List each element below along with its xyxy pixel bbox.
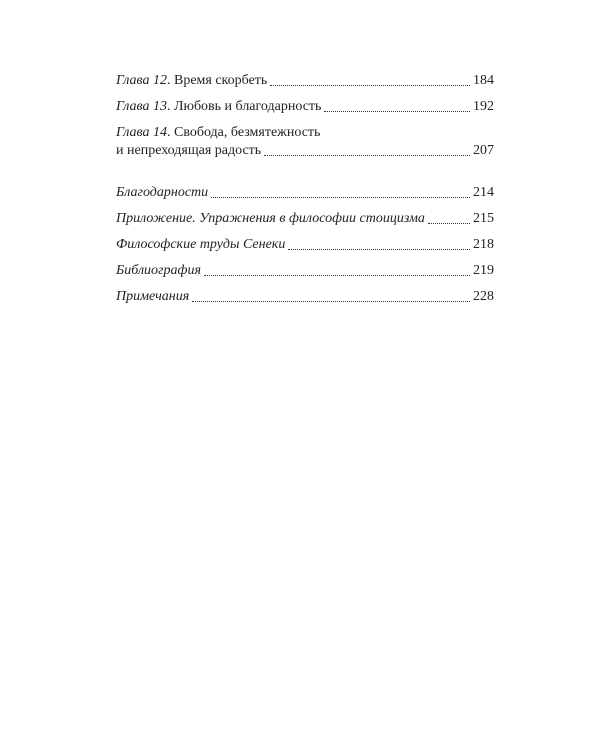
toc-entry-appendix [116,210,494,228]
chapter-title: . Любовь и благодарность [166,99,322,114]
dot-leader [270,85,470,86]
chapter-title: . Свобода, безмятежность [166,125,321,140]
dot-leader [211,197,470,198]
toc-entry-title: Философские труды Сенеки [116,237,286,252]
chapter-title: . Время скорбеть [166,73,268,88]
dot-leader [192,301,470,302]
toc-entry-chapter-14 [116,124,494,160]
page-number: 207 [473,143,494,158]
page-number: 184 [473,73,494,88]
toc-entry-chapter-13 [116,98,494,116]
toc-entry-chapter-12 [116,72,494,90]
chapter-number: Глава 12 [116,73,167,88]
dot-leader [288,249,470,250]
toc-entry-title: Примечания [116,289,190,304]
chapter-title-continued: и непреходящая радость [116,143,262,158]
toc-entry-title-line-2 [116,142,494,160]
dot-leader [204,275,470,276]
table-of-contents [116,72,494,306]
page-number: 219 [473,263,494,278]
dot-leader [264,155,470,156]
page-number: 215 [473,211,494,226]
toc-entry-title [116,72,267,90]
dot-leader [428,223,470,224]
chapter-number: Глава 14 [116,125,167,140]
toc-entry-title: Приложение. Упражнения в философии стоицизма [116,211,425,226]
toc-entry-acknowledgements [116,184,494,202]
toc-entry-title: Библиография [116,263,201,278]
toc-entry-seneca-works [116,236,494,254]
chapter-number: Глава 13 [116,99,167,114]
toc-entry-notes [116,288,494,306]
toc-entry-title: Благодарности [116,185,209,200]
toc-entry-bibliography [116,262,494,280]
page-number: 192 [473,99,494,114]
toc-entry-title-line-1 [116,124,494,142]
page-number: 214 [473,185,494,200]
page-number: 228 [473,289,494,304]
page-number: 218 [473,237,494,252]
dot-leader [324,111,470,112]
toc-entry-title [116,98,321,116]
